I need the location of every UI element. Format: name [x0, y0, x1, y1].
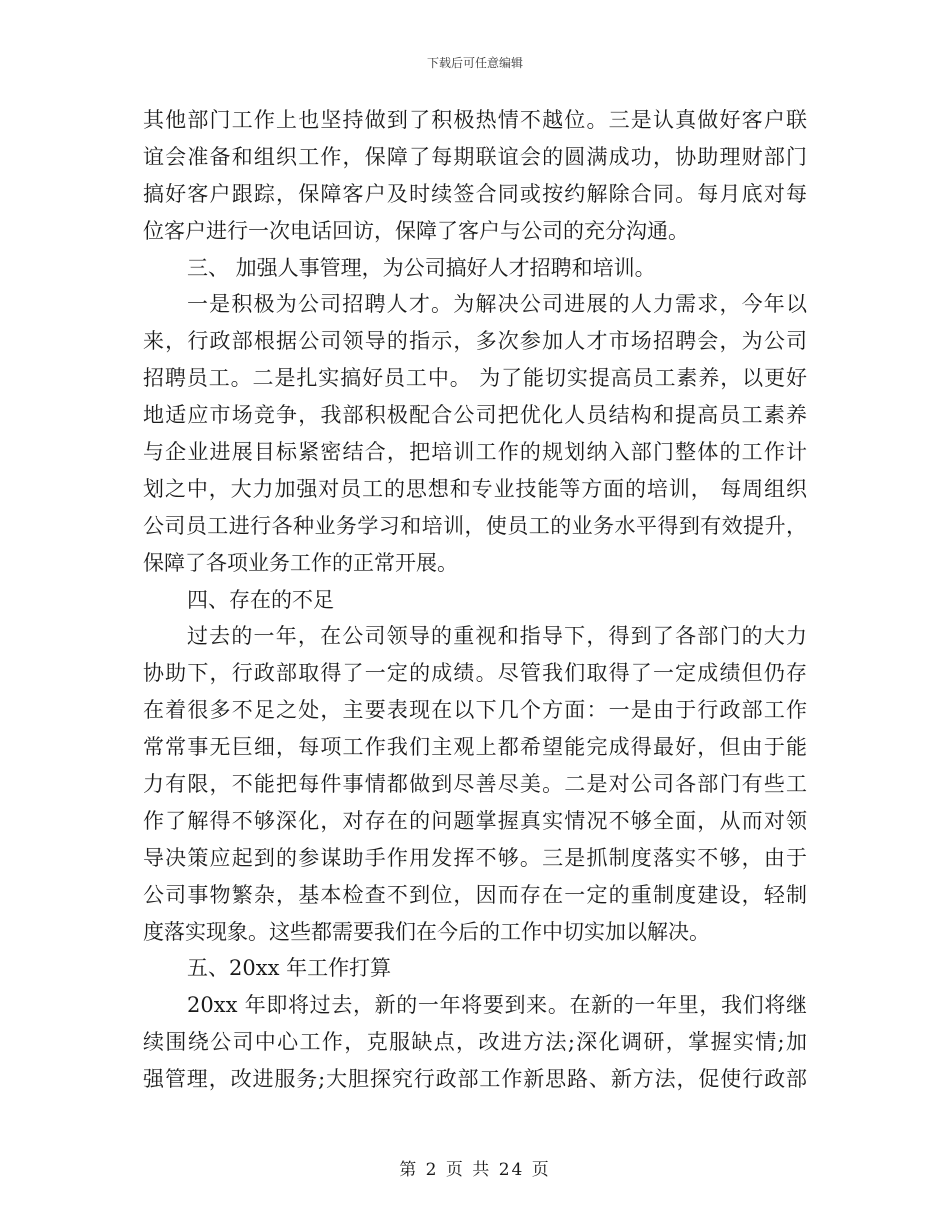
text-line: 强管理，改进服务;大胆探究行政部工作新思路、新方法，促使行政部: [143, 1067, 807, 1092]
text-line: 力有限，不能把每件事情都做到尽善尽美。二是对公司各部门有些工: [143, 772, 807, 797]
text-line: 与企业进展目标紧密结合，把培训工作的规划纳入部门整体的工作计: [143, 440, 807, 465]
text-line: 来，行政部根据公司领导的指示，多次参加人才市场招聘会，为公司: [143, 329, 807, 354]
text-line: 地适应市场竞争，我部积极配合公司把优化人员结构和提高员工素养: [143, 403, 807, 428]
text-line: 续围绕公司中心工作，克服缺点，改进方法;深化调研，掌握实情;加: [143, 1030, 807, 1055]
text-line: 度落实现象。这些都需要我们在今后的工作中切实加以解决。: [143, 919, 710, 944]
document-body: [143, 102, 807, 1098]
text-line: 过去的一年，在公司领导的重视和指导下，得到了各部门的大力: [187, 624, 807, 649]
text-line: 五、20xx 年工作打算: [187, 956, 392, 981]
text-line: 保障了各项业务工作的正常开展。: [143, 550, 458, 575]
text-line: 划之中，大力加强对员工的思想和专业技能等方面的培训， 每周组织: [143, 476, 807, 501]
text-line: 谊会准备和组织工作，保障了每期联谊会的圆满成功，协助理财部门: [143, 144, 807, 169]
text-line: 一是积极为公司招聘人才。为解决公司进展的人力需求，今年以: [187, 292, 807, 317]
text-line: 常常事无巨细，每项工作我们主观上都希望能完成得最好，但由于能: [143, 735, 807, 760]
text-line: 20xx 年即将过去，新的一年将要到来。在新的一年里，我们将继: [187, 993, 807, 1018]
text-line: 导决策应起到的参谋助手作用发挥不够。三是抓制度落实不够，由于: [143, 845, 807, 870]
text-line: 搞好客户跟踪，保障客户及时续签合同或按约解除合同。每月底对每: [143, 181, 807, 206]
text-line: 在着很多不足之处，主要表现在以下几个方面：一是由于行政部工作: [143, 698, 807, 723]
text-line: 公司员工进行各种业务学习和培训，使员工的业务水平得到有效提升，: [143, 513, 807, 538]
text-line: 招聘员工。二是扎实搞好员工中。 为了能切实提高员工素养，以更好: [143, 366, 807, 391]
text-line: 协助下，行政部取得了一定的成绩。尽管我们取得了一定成绩但仍存: [143, 661, 807, 686]
text-line: 公司事物繁杂，基本检查不到位，因而存在一定的重制度建设，轻制: [143, 882, 807, 907]
text-line: 四、存在的不足: [187, 587, 334, 612]
text-line: 位客户进行一次电话回访，保障了客户与公司的充分沟通。: [143, 218, 689, 243]
page-header: 下载后可任意编辑: [426, 56, 523, 70]
text-line: 作了解得不够深化，对存在的问题掌握真实情况不够全面，从而对领: [143, 808, 807, 833]
text-line: 其他部门工作上也坚持做到了积极热情不越位。三是认真做好客户联: [143, 108, 807, 132]
text-line: 三、 加强人事管理，为公司搞好人才招聘和培训。: [187, 255, 656, 280]
page-footer: 第 2 页 共 24 页: [399, 1160, 551, 1180]
